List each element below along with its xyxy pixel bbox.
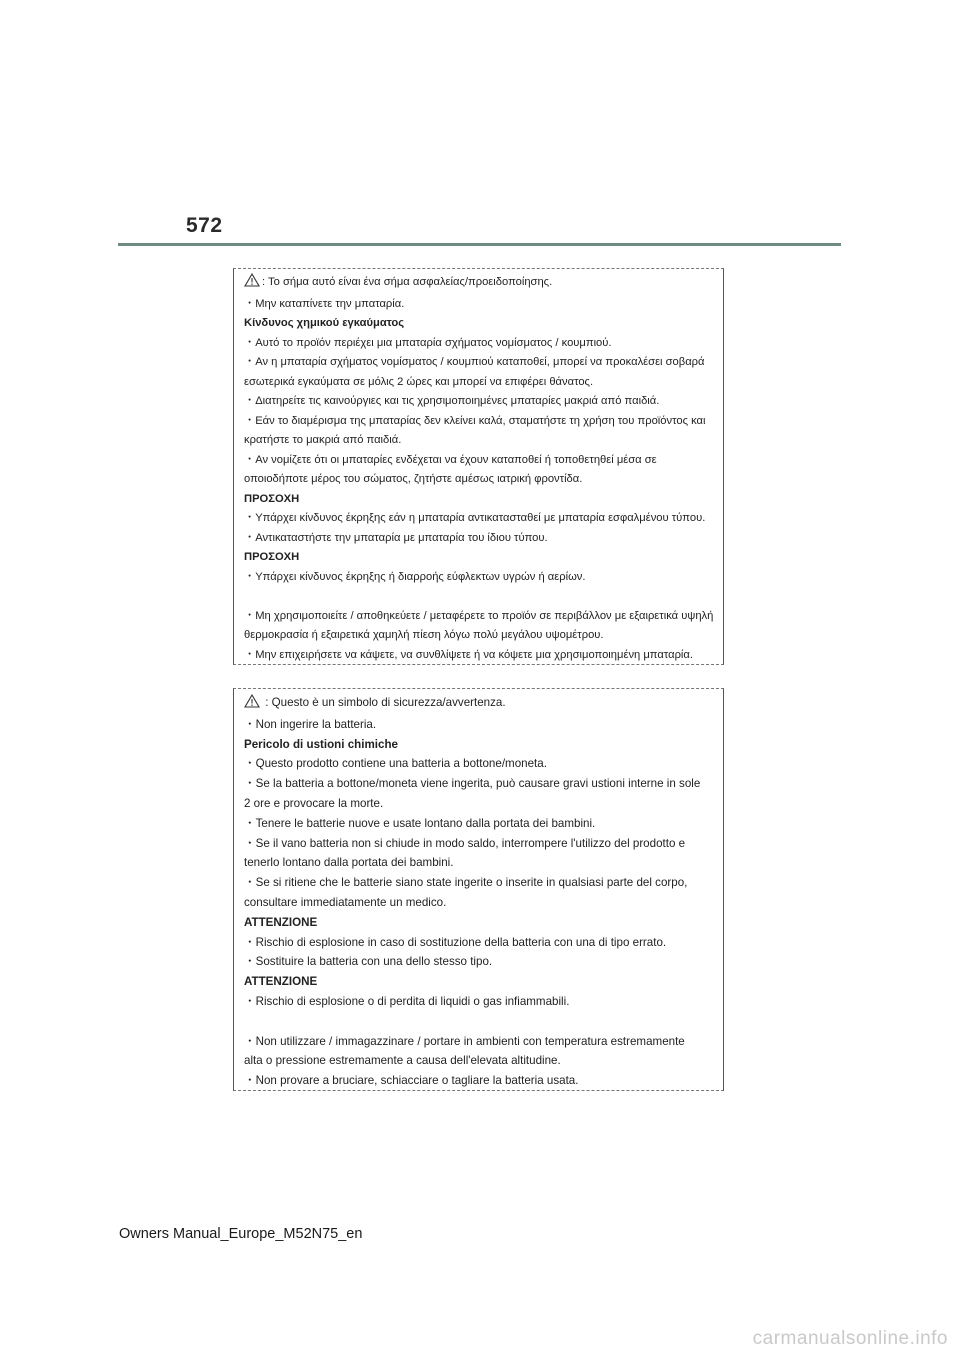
italian-text-line: [244, 952, 713, 972]
italian-line-text: ・Sostituire la batteria con una dello stesso tipo.: [244, 955, 493, 969]
italian-text-line: [244, 893, 713, 913]
italian-section-heading: [244, 913, 713, 933]
greek-line-text: ・Αν η μπαταρία σχήματος νομίσματος / κουμπιού καταποθεί, μπορεί να προκαλέσει σοβαρά: [244, 356, 705, 368]
italian-line-text: ATTENZIONE: [244, 975, 318, 989]
greek-line-text: θερμοκρασία ή εξαιρετικά χαμηλή πίεση λόγω πολύ μεγάλου υψομέτρου.: [244, 629, 604, 641]
italian-warning-panel: [233, 688, 724, 1091]
greek-line-text: : Το σήμα αυτό είναι ένα σήμα ασφαλείας/προειδοποίησης.: [262, 276, 553, 288]
greek-line-text: ・Υπάρχει κίνδυνος έκρηξης εάν η μπαταρία αντικατασταθεί με μπαταρία εσφαλμένου τύπου.: [244, 512, 706, 524]
greek-line-text: ・Εάν το διαμέρισμα της μπαταρίας δεν κλείνει καλά, σταματήστε τη χρήση του προϊόντος και: [244, 414, 706, 427]
italian-line-text: ・Se si ritiene che le batterie siano state ingerite o inserite in qualsiasi parte del corpo,: [244, 876, 688, 890]
greek-line-text: ・Υπάρχει κίνδυνος έκρηξης ή διαρροής εύφλεκτων υγρών ή αερίων.: [244, 570, 586, 583]
greek-line-text: ・Αν νομίζετε ότι οι μπαταρίες ενδέχεται να έχουν καταποθεί ή τοποθετηθεί μέσα σε: [244, 453, 657, 466]
footer-manual-id: Owners Manual_Europe_M52N75_en: [119, 1226, 363, 1242]
greek-text-line: [244, 626, 713, 646]
greek-text-line: [244, 431, 713, 451]
italian-text-line: [244, 1051, 713, 1071]
italian-text-line: [244, 814, 713, 834]
italian-line-text: ・Se il vano batteria non si chiude in modo saldo, interrompere l'utilizzo del prodotto e: [244, 836, 686, 850]
italian-text-line: [244, 715, 713, 735]
greek-text-line: [244, 509, 713, 529]
greek-text-line: [244, 412, 713, 432]
italian-line-text: ・Non ingerire la batteria.: [244, 717, 377, 731]
greek-spacer: [244, 587, 713, 607]
italian-text-line: [244, 834, 713, 854]
italian-section-heading: [244, 735, 713, 755]
greek-warning-panel: [233, 268, 724, 665]
greek-text-line: [244, 392, 713, 412]
italian-text-line: [244, 754, 713, 774]
greek-line-text: ・Αυτό το προϊόν περιέχει μια μπαταρία σχήματος νομίσματος / κουμπιού.: [244, 336, 612, 349]
italian-spacer: [244, 1012, 713, 1032]
italian-text-line: [244, 774, 713, 794]
greek-text-line: [244, 295, 713, 315]
greek-line-text: ・Μη χρησιμοποιείτε / αποθηκεύετε / μεταφέρετε το προϊόν σε περιβάλλον με εξαιρετικά υψηλή: [244, 609, 714, 622]
page-number: 572: [186, 214, 223, 237]
italian-text-line: [244, 873, 713, 893]
italian-text-line: [244, 992, 713, 1012]
greek-line-text: ・Μην επιχειρήσετε να κάψετε, να συνθλίψετε ή να κόψετε μια χρησιμοποιημένη μπαταρία.: [244, 648, 693, 661]
watermark: carmanualsonline.info: [752, 1328, 948, 1349]
greek-line-text: οποιοδήποτε μέρος του σώματος, ζητήστε αμέσως ιατρική φροντίδα.: [244, 473, 583, 485]
italian-section-heading: [244, 972, 713, 992]
greek-line-text: ΠΡΟΣΟΧΗ: [244, 551, 300, 563]
italian-line-text: ATTENZIONE: [244, 915, 318, 929]
italian-line-text: 2 ore e provocare la morte.: [244, 796, 384, 810]
italian-line-text: ・Rischio di esplosione in caso di sostituzione della batteria con una di tipo errato.: [244, 935, 667, 949]
italian-line-text: alta o pressione estremamente a causa dell'elevata altitudine.: [244, 1054, 561, 1068]
header-rule: [118, 243, 841, 246]
italian-line-text: ・Non utilizzare / immagazzinare / portare in ambienti con temperatura estremamente: [244, 1034, 685, 1048]
italian-line-text: ・Rischio di esplosione o di perdita di liquidi o gas infiammabili.: [244, 994, 570, 1008]
greek-section-heading: [244, 490, 713, 510]
italian-text-line: [244, 693, 713, 715]
italian-line-text: tenerlo lontano dalla portata dei bambini.: [244, 856, 454, 870]
greek-text-line: [244, 568, 713, 588]
greek-text-line: [244, 353, 713, 373]
greek-text-line: [244, 607, 713, 627]
greek-text-line: [244, 470, 713, 490]
italian-line-text: ・Non provare a bruciare, schiacciare o tagliare la batteria usata.: [244, 1074, 579, 1088]
greek-line-text: ・Διατηρείτε τις καινούργιες και τις χρησιμοποιημένες μπαταρίες μακριά από παιδιά.: [244, 395, 660, 407]
italian-line-text: ・Tenere le batterie nuove e usate lontano dalla portata dei bambini.: [244, 816, 596, 830]
italian-text-line: [244, 1032, 713, 1052]
greek-line-text: ・Αντικαταστήστε την μπαταρία με μπαταρία του ίδιου τύπου.: [244, 531, 548, 544]
italian-line-text: ・Se la batteria a bottone/moneta viene ingerita, può causare gravi ustioni interne in sole: [244, 777, 701, 791]
italian-line-text: ・Questo prodotto contiene una batteria a bottone/moneta.: [244, 757, 547, 771]
greek-line-text: Κίνδυνος χημικού εγκαύματος: [244, 317, 405, 329]
italian-text-line: [244, 853, 713, 873]
italian-text-line: [244, 794, 713, 814]
greek-section-heading: [244, 548, 713, 568]
italian-line-text: Pericolo di ustioni chimiche: [244, 737, 398, 751]
greek-text-line: [244, 451, 713, 471]
greek-text-line: [244, 273, 713, 295]
italian-line-text: consultare immediatamente un medico.: [244, 895, 447, 909]
italian-text-line: [244, 933, 713, 953]
warning-triangle-icon: [244, 273, 260, 295]
greek-text-line: [244, 334, 713, 354]
greek-text-line: [244, 529, 713, 549]
greek-text-line: [244, 646, 713, 666]
greek-text-line: [244, 373, 713, 393]
greek-line-text: εσωτερικά εγκαύματα σε μόλις 2 ώρες και μπορεί να επιφέρει θάνατος.: [244, 375, 594, 388]
greek-section-heading: [244, 314, 713, 334]
greek-line-text: ΠΡΟΣΟΧΗ: [244, 492, 300, 505]
greek-line-text: ・Μην καταπίνετε την μπαταρία.: [244, 297, 405, 310]
italian-text-line: [244, 1071, 713, 1091]
warning-triangle-icon: [244, 694, 260, 715]
greek-line-text: κρατήστε το μακριά από παιδιά.: [244, 434, 402, 446]
italian-line-text: : Questo è un simbolo di sicurezza/avvertenza.: [262, 696, 506, 709]
